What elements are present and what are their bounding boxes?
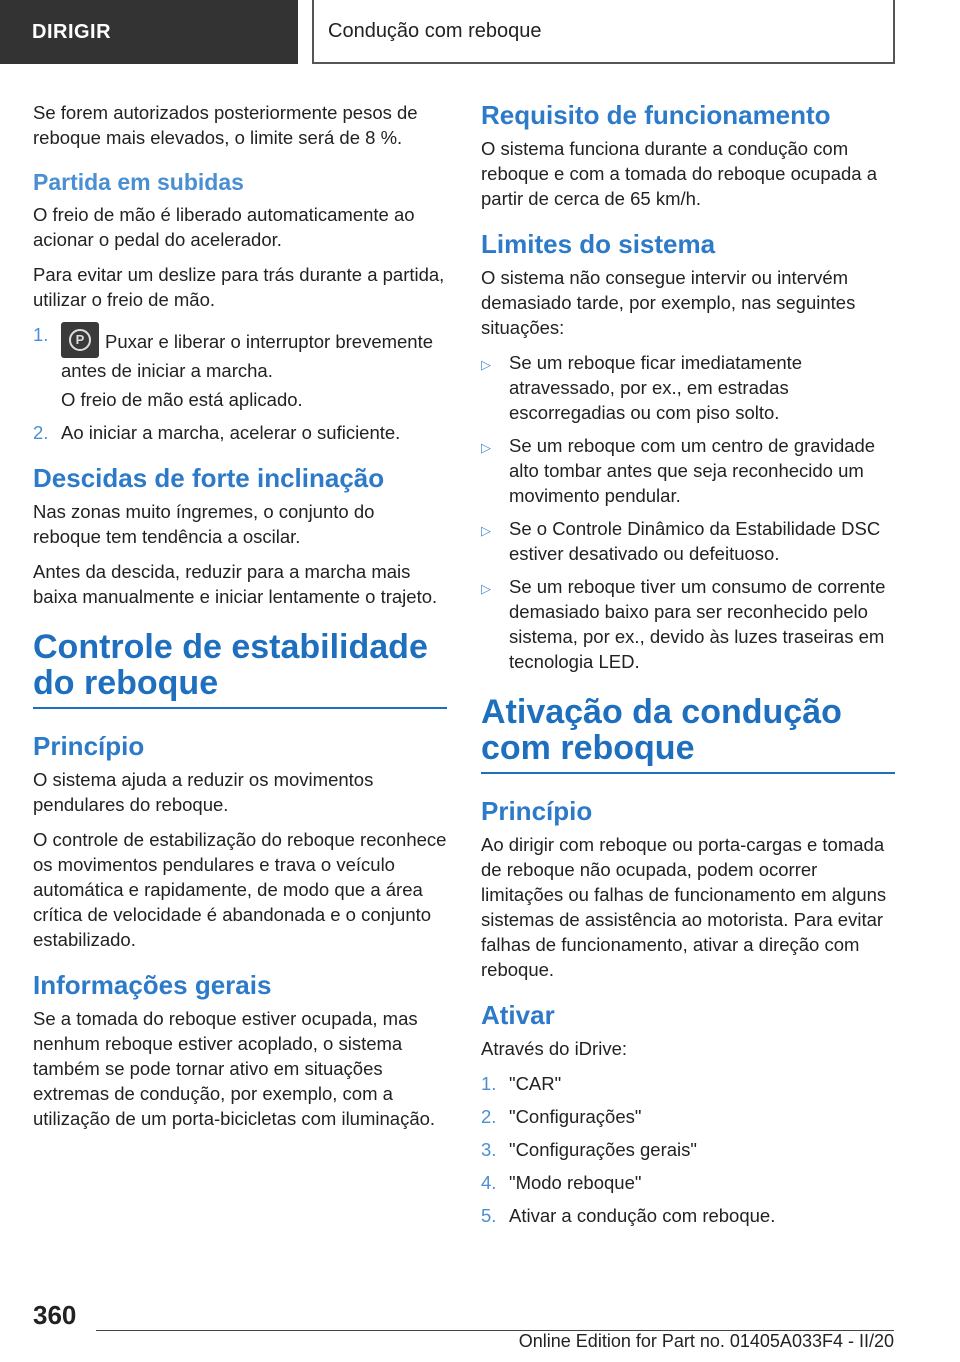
activate-paragraph: Através do iDrive:: [481, 1038, 627, 1059]
step-text: "Modo reboque": [509, 1172, 642, 1193]
step-text: Ativar a condução com reboque.: [509, 1205, 776, 1226]
step-text: "Configurações": [509, 1106, 642, 1127]
step-text: "CAR": [509, 1073, 562, 1094]
uphill-heading: Partida em subidas: [33, 169, 244, 195]
limits-list: [481, 350, 895, 674]
list-item: [481, 1170, 895, 1195]
page-number: 360: [33, 1300, 77, 1330]
bullet-text: Se o Controle Dinâmico da Estabilidade DSC estiver desativado ou defeituoso.: [509, 518, 881, 564]
general-heading: Informações gerais: [33, 970, 272, 1000]
requirement-heading: Requisito de funcionamento: [481, 100, 831, 130]
uphill-steps: [33, 322, 447, 445]
list-item: [33, 322, 447, 412]
section-tab: DIRIGIR: [0, 0, 298, 64]
list-item: [481, 516, 895, 566]
list-item: [481, 574, 895, 674]
step-number: 3.: [481, 1139, 497, 1160]
intro-paragraph: Se forem autorizados posteriormente pesos de reboque mais elevados, o limite será de 8 %.: [33, 102, 418, 148]
principle-paragraph-2: O controle de estabilização do reboque reconhece os movimentos pendulares e trava o veículo automática e rapidamente, de modo que a área crítica de velocidade é abandonada e o conjunto estabilizado.: [33, 829, 447, 950]
uphill-paragraph-1: O freio de mão é liberado automaticamente ao acionar o pedal do acelerador.: [33, 204, 415, 250]
downhill-heading: Descidas de forte inclinação: [33, 463, 385, 493]
step-number: 2.: [33, 422, 49, 443]
page-header: [0, 0, 960, 66]
limits-heading: Limites do sistema: [481, 229, 716, 259]
step-number: 1.: [481, 1073, 497, 1094]
bullet-text: Se um reboque com um centro de gravidade alto tombar antes que seja reconhecido um movimento pendular.: [509, 435, 876, 506]
requirement-paragraph: O sistema funciona durante a condução com reboque e com a tomada do reboque ocupada a partir de cerca de 65 km/h.: [481, 138, 877, 209]
step-number: 5.: [481, 1205, 497, 1226]
downhill-paragraph-2: Antes da descida, reduzir para a marcha mais baixa manualmente e iniciar lentamente o trajeto.: [33, 561, 438, 607]
triangle-right-icon: ▷: [481, 581, 491, 596]
downhill-paragraph-1: Nas zonas muito íngremes, o conjunto do reboque tem tendência a oscilar.: [33, 501, 375, 547]
list-item: [481, 1203, 895, 1228]
triangle-right-icon: ▷: [481, 523, 491, 538]
uphill-paragraph-2: Para evitar um deslize para trás durante a partida, utilizar o freio de mão.: [33, 264, 445, 310]
list-item: [481, 1137, 895, 1162]
activate-heading: Ativar: [481, 1000, 555, 1030]
limits-paragraph: O sistema não consegue intervir ou intervém demasiado tarde, por exemplo, nas seguintes situações:: [481, 267, 856, 338]
footer-edition: Online Edition for Part no. 01405A033F4 - II/20: [518, 1331, 894, 1351]
bullet-text: Se um reboque ficar imediatamente atravessado, por ex., em estradas escorregadias ou com piso solto.: [509, 352, 803, 423]
principle-paragraph: Ao dirigir com reboque ou porta-cargas e tomada de reboque não ocupada, podem ocorrer limitações ou falhas de funcionamento em alguns sistemas de assistência ao motorista. Para evitar falhas de funcionamento, ativar a direção com reboque.: [481, 834, 887, 980]
principle-paragraph-1: O sistema ajuda a reduzir os movimentos pendulares do reboque.: [33, 769, 374, 815]
general-paragraph: Se a tomada do reboque estiver ocupada, mas nenhum reboque estiver acoplado, o sistema também se pode tornar ativo em situações extremas de condução, por exemplo, com a utilização de um porta-bicicletas com iluminação.: [33, 1008, 436, 1129]
bullet-text: Se um reboque tiver um consumo de corrente demasiado baixo para ser reconhecido pelo sistema, por ex., devido às luzes traseiras em tecnologia LED.: [509, 576, 886, 672]
step-number: 1.: [33, 324, 49, 345]
list-item: [33, 420, 447, 445]
step-text: Ao iniciar a marcha, acelerar o suficiente.: [61, 422, 401, 443]
triangle-right-icon: ▷: [481, 440, 491, 455]
list-item: [481, 350, 895, 425]
activate-steps: [481, 1071, 895, 1228]
stability-heading: Controle de estabilidade do reboque: [33, 629, 447, 709]
left-column: [33, 100, 447, 1141]
activation-heading: Ativação da condução com reboque: [481, 694, 895, 774]
step-text: "Configurações gerais": [509, 1139, 697, 1160]
parking-brake-icon: P: [61, 322, 99, 358]
chapter-title: Condução com reboque: [312, 0, 895, 64]
list-item: [481, 1071, 895, 1096]
principle-heading: Princípio: [481, 796, 593, 826]
step-number: 4.: [481, 1172, 497, 1193]
list-item: [481, 433, 895, 508]
right-column: [481, 100, 895, 1238]
step-number: 2.: [481, 1106, 497, 1127]
step-note: O freio de mão está aplicado.: [61, 389, 303, 410]
step-text: Puxar e liberar o interruptor brevemente antes de iniciar a marcha.: [61, 331, 434, 381]
principle-heading: Princípio: [33, 731, 145, 761]
triangle-right-icon: ▷: [481, 357, 491, 372]
list-item: [481, 1104, 895, 1129]
